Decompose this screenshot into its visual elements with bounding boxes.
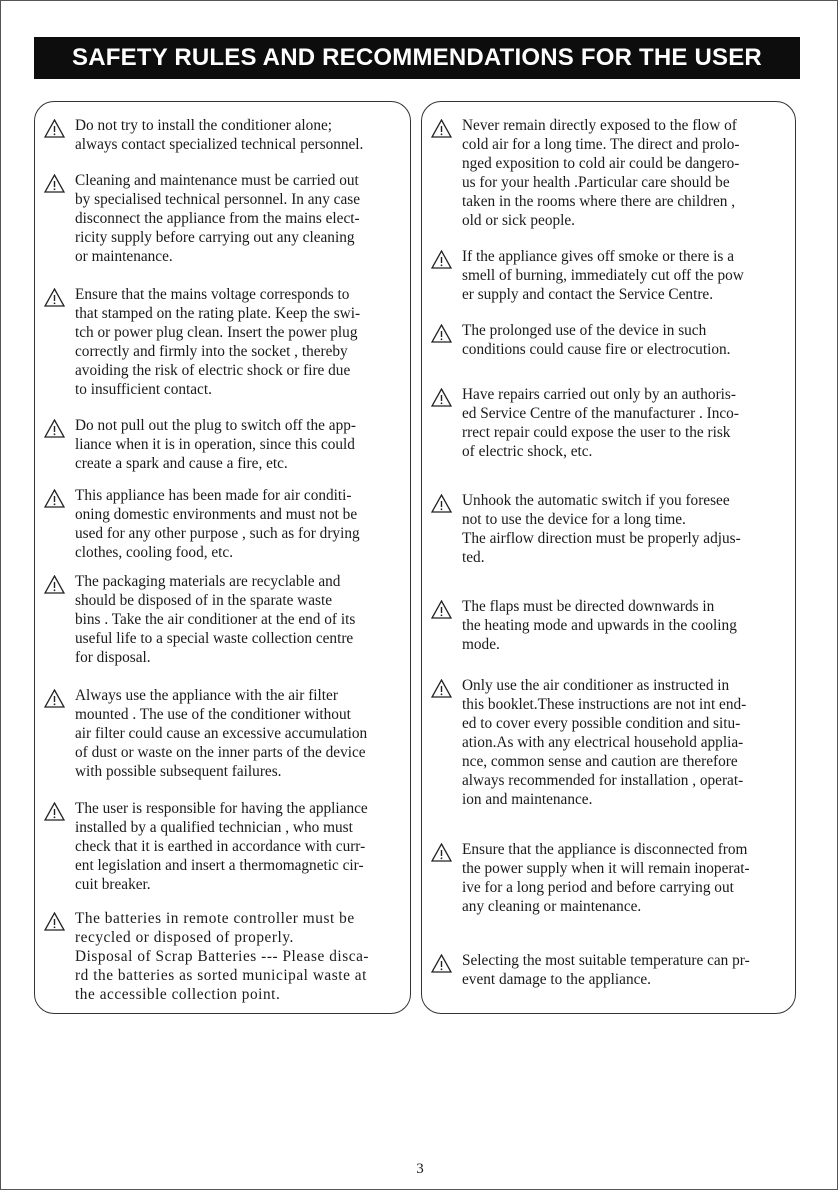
safety-item-text: Cleaning and maintenance must be carried out by specialised technical personnel. In any case disconnect the appliance from the mains elect- ricity supply before carrying out any cleaning or maintenance. (75, 172, 361, 265)
safety-item-text: This appliance has been made for air conditi- oning domestic environments and must not be used for any other purpose , such as for drying clothes, cooling food, etc. (75, 487, 360, 561)
safety-item-text: The batteries in remote controller must be recycled or disposed of properly. Disposal of Scrap Batteries --- Please disca- rd the batteries as sorted municipal waste at the accessible collection point. (75, 910, 370, 1003)
safety-item-text: Ensure that the appliance is disconnected from the power supply when it will remain inoperat- ive for a long period and before carrying out any cleaning or maintenance. (462, 841, 750, 915)
safety-item-text: If the appliance gives off smoke or there is a smell of burning, immediately cut off the pow er supply and contact the Service Centre. (462, 248, 744, 303)
right-safety-panel (421, 101, 796, 1014)
safety-item-text: Selecting the most suitable temperature can pr- event damage to the appliance. (462, 952, 750, 988)
warning-triangle-icon (431, 119, 452, 138)
safety-item-text: The prolonged use of the device in such conditions could cause fire or electrocution. (462, 322, 731, 358)
safety-item-text: The user is responsible for having the appliance installed by a qualified technician , who must check that it is earthed in accordance with curr- ent legislation and insert a thermomagnetic cir- cuit breaker. (75, 800, 368, 893)
left-safety-panel (34, 101, 411, 1014)
safety-item-text: Have repairs carried out only by an authoris- ed Service Centre of the manufacturer . Inco- rrect repair could expose the user to the risk of electric shock, etc. (462, 386, 739, 460)
warning-triangle-icon (431, 324, 452, 343)
warning-triangle-icon (44, 802, 65, 821)
warning-triangle-icon (44, 174, 65, 193)
safety-item-text: Do not pull out the plug to switch off the app- liance when it is in operation, since this could create a spark and cause a fire, etc. (75, 417, 356, 472)
page-number: 3 (416, 1161, 424, 1177)
warning-triangle-icon (431, 250, 452, 269)
safety-item-text: Ensure that the mains voltage corresponds to that stamped on the rating plate. Keep the swi- tch or power plug clean. Insert the power plug correctly and firmly into the socket , thereby avoiding the risk of electric shock or fire due to insufficient contact. (75, 286, 361, 398)
warning-triangle-icon (431, 954, 452, 973)
warning-triangle-icon (44, 489, 65, 508)
warning-triangle-icon (44, 419, 65, 438)
warning-triangle-icon (431, 679, 452, 698)
warning-triangle-icon (431, 494, 452, 513)
page-title: SAFETY RULES AND RECOMMENDATIONS FOR THE USER (34, 37, 800, 79)
warning-triangle-icon (44, 912, 65, 931)
warning-triangle-icon (44, 575, 65, 594)
warning-triangle-icon (431, 600, 452, 619)
safety-item-text: Do not try to install the conditioner alone; always contact specialized technical personnel. (75, 117, 364, 153)
warning-triangle-icon (431, 843, 452, 862)
safety-item-text: Never remain directly exposed to the flow of cold air for a long time. The direct and prolo- nged exposition to cold air could be dangero- us for your health .Particular care should be taken in the rooms where there are children , old or sick people. (462, 117, 740, 229)
warning-triangle-icon (431, 388, 452, 407)
warning-triangle-icon (44, 119, 65, 138)
safety-item-text: The flaps must be directed downwards in the heating mode and upwards in the cooling mode. (462, 598, 737, 653)
safety-item-text: Only use the air conditioner as instructed in this booklet.These instructions are not int end- ed to cover every possible condition and situ- ation.As with any electrical household applia- nce, common sense and caution are therefore always recommended for installation , operat- ion and maintenance. (462, 677, 747, 808)
safety-item-text: The packaging materials are recyclable and should be disposed of in the sparate waste bins . Take the air conditioner at the end of its useful life to a special waste collection centre for disposal. (75, 573, 356, 666)
warning-triangle-icon (44, 288, 65, 307)
safety-item-text: Unhook the automatic switch if you foresee not to use the device for a long time. The airflow direction must be properly adjus- ted. (462, 492, 741, 566)
warning-triangle-icon (44, 689, 65, 708)
safety-item-text: Always use the appliance with the air filter mounted . The use of the conditioner without air filter could cause an excessive accumulation of dust or waste on the inner parts of the device with possible subsequent failures. (75, 687, 368, 780)
